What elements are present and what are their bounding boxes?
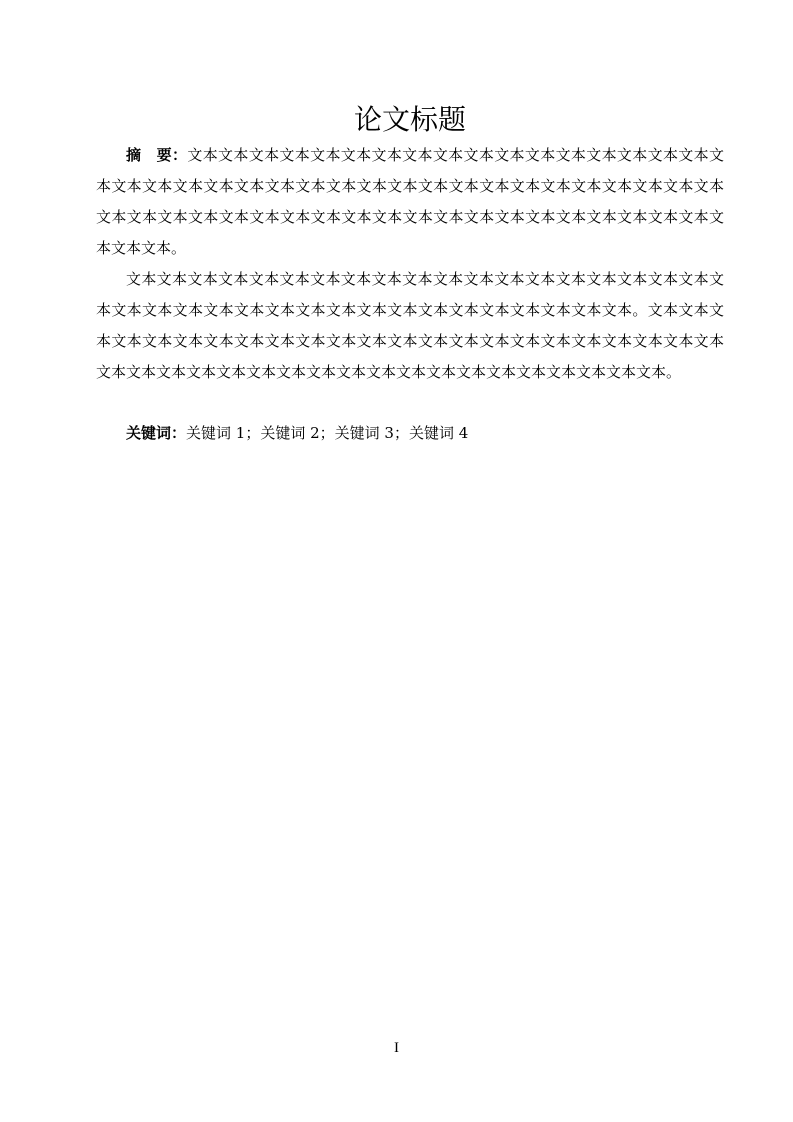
page-number: I xyxy=(394,1040,399,1056)
abstract-paragraph-2 xyxy=(96,264,724,388)
keywords-label: 关键词： xyxy=(126,424,187,442)
paper-title: 论文标题 xyxy=(353,103,466,136)
keywords-text: 关键词 1；关键词 2；关键词 3；关键词 4 xyxy=(186,424,469,442)
abstract-text-2: 文本文本文本文本文本文本文本文本文本文本文本文本文本文本文本文本文本文本文本文本文本文本文本文本文本文本文本文本文本文本文本文本文本文本文本文本文本。文本文本文本文本文本文本文本文本文本文本文本文本文本文本文本文本文本文本文本文本文本文本文本文本文本文本文本文本文本文本文本文本文本文本文本文本文本文本文本文本文本文本。 xyxy=(96,270,724,381)
abstract-text-1: 文本文本文本文本文本文本文本文本文本文本文本文本文本文本文本文本文本文本文本文本文本文本文本文本文本文本文本文本文本文本文本文本文本文本文本文本文本文本文本文本文本文本文本文本文本文本文本文本文本文本文本文本文本文本文本文本文本文本文本文本文本。 xyxy=(96,146,724,257)
abstract-label: 摘 要： xyxy=(126,146,188,164)
page-content xyxy=(96,100,724,464)
abstract-paragraph-1 xyxy=(96,140,724,264)
keywords-line xyxy=(96,418,724,449)
